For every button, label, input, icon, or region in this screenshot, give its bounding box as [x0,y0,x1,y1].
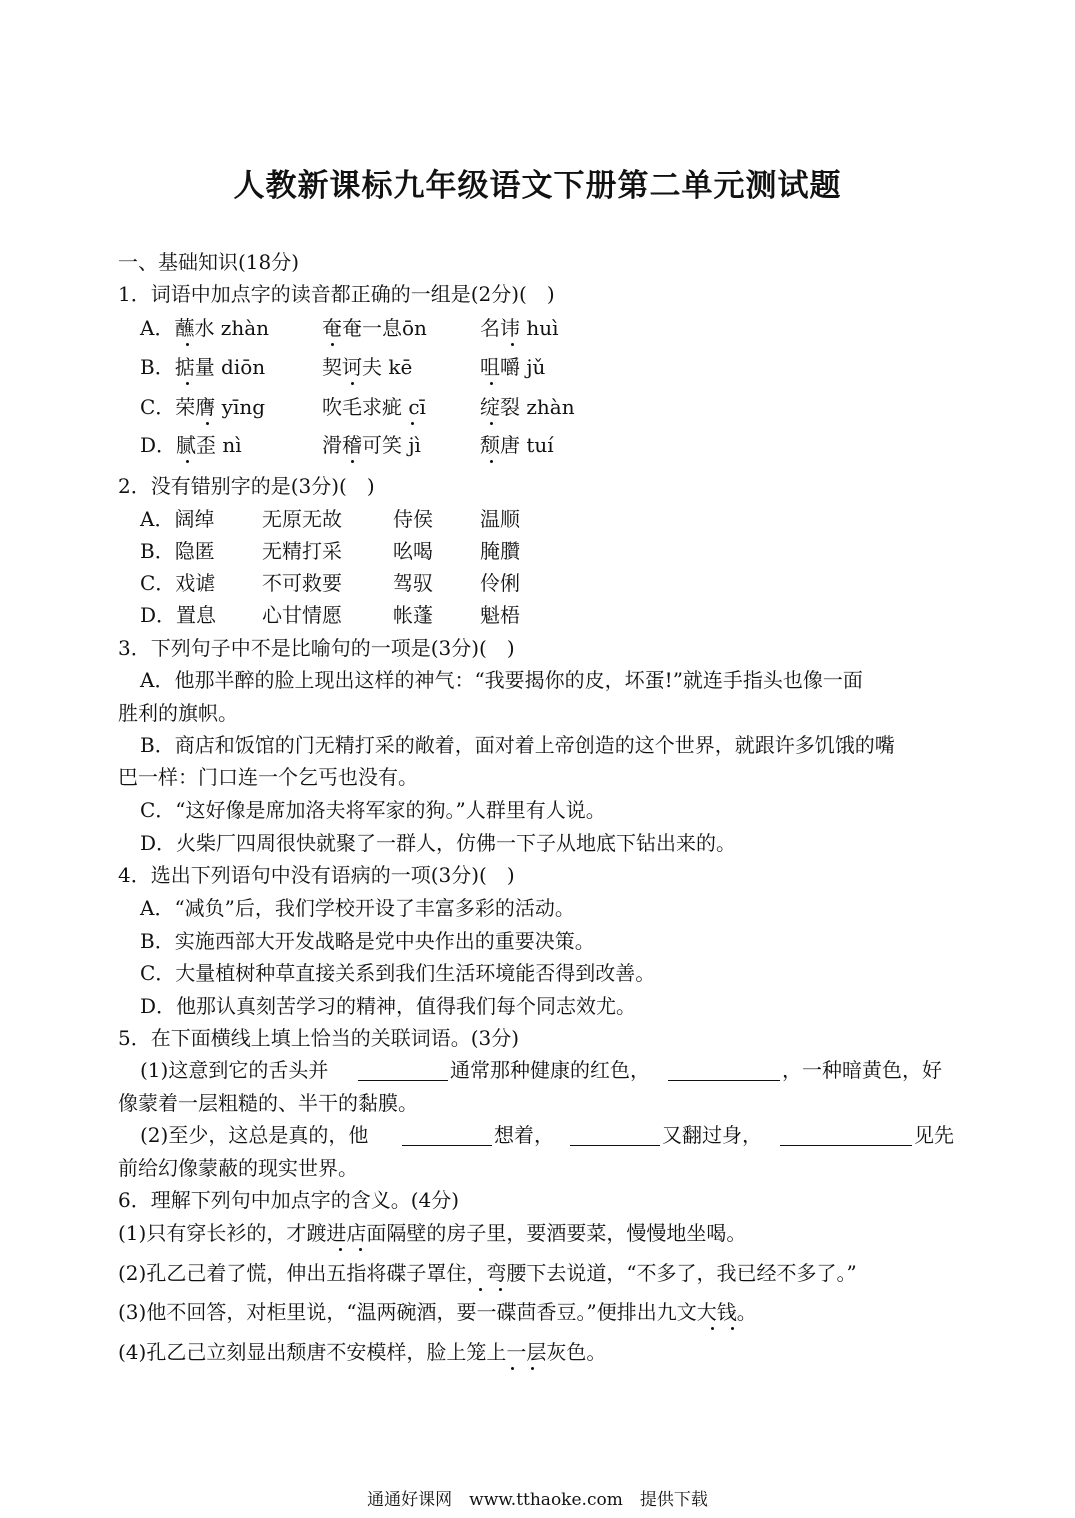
q1-option-d-3: 颓唐 tuí [480,433,554,457]
q5-sentence-2-part4: 见先 [914,1123,954,1147]
q2-option-c-3: 驾驭 [393,571,433,595]
q1-option-a-1: A．蘸水 zhàn [140,316,270,340]
section-heading: 一、基础知识(18分) [118,250,300,274]
q2-option-c-4: 伶俐 [480,571,520,595]
question-1-stem: 1．词语中加点字的读音都正确的一组是(2分)( ) [118,282,555,306]
q2-option-d-3: 帐蓬 [393,603,433,627]
q1-option-d-2: 滑稽可笑 jì [322,433,421,457]
q2-option-a-2: 无原无故 [262,507,342,531]
q2-option-b-2: 无精打采 [262,539,342,563]
q1-option-c-1: C．荣膺 yīng [140,395,266,419]
q3-option-a-line1: A．他那半醉的脸上现出这样的神气：“我要揭你的皮，坏蛋!”就连手指头也像一面 [140,668,863,692]
emphasis-dot [499,1288,502,1291]
q1-option-b-1: B．掂量 diōn [140,355,266,379]
q5-blank-2[interactable] [668,1060,780,1081]
q2-option-b-4: 腌臢 [480,539,520,563]
q2-option-d-4: 魁梧 [480,603,520,627]
emphasis-dot [490,382,493,385]
q5-blank-4[interactable] [570,1125,660,1146]
q6-sentence-1: (1)只有穿长衫的，才踱进店面隔壁的房子里，要酒要菜，慢慢地坐喝。 [118,1221,747,1245]
q3-option-c: C．“这好像是席加洛夫将军家的狗。”人群里有人说。 [140,798,606,822]
q4-option-a: A．“减负”后，我们学校开设了丰富多彩的活动。 [140,896,575,920]
q1-option-a-3: 名讳 huì [480,316,559,340]
q1-option-c-2: 吹毛求疵 cī [322,395,426,419]
question-5-stem: 5．在下面横线上填上恰当的关联词语。(3分) [118,1026,520,1050]
q2-option-d-1: D．置息 [140,603,217,627]
q1-option-a-2: 奄奄一息ōn [322,316,427,340]
emphasis-dot [490,460,493,463]
footer-source: 通通好课网 www.tthaoke.com 提供下载 [367,1490,708,1510]
q3-option-b-line2: 巴一样：门口连一个乞丐也没有。 [118,765,418,789]
q2-option-a-4: 温顺 [480,507,520,531]
q5-blank-1[interactable] [358,1060,448,1081]
emphasis-dot [186,343,189,346]
emphasis-dot [186,382,189,385]
q1-option-c-3: 绽裂 zhàn [480,395,575,419]
q2-option-c-1: C．戏谑 [140,571,216,595]
q6-sentence-3: (3)他不回答，对柜里说，“温两碗酒，要一碟茴香豆。”便排出九文大钱。 [118,1300,757,1324]
q5-sentence-1-part3: ，一种暗黄色，好 [782,1058,942,1082]
q3-option-a-line2: 胜利的旗帜。 [118,701,238,725]
q2-option-d-2: 心甘情愿 [262,603,342,627]
emphasis-dot [731,1327,734,1330]
emphasis-dot [359,1248,362,1251]
emphasis-dot [511,1367,514,1370]
emphasis-dot [490,422,493,425]
q2-option-b-3: 吆喝 [393,539,433,563]
emphasis-dot [511,343,514,346]
emphasis-dot [411,422,414,425]
q1-option-b-3: 咀嚼 jǔ [480,355,546,379]
question-2-stem: 2．没有错别字的是(3分)( ) [118,474,375,498]
emphasis-dot [186,460,189,463]
question-6-stem: 6．理解下列句中加点字的含义。(4分) [118,1188,460,1212]
q5-sentence-1-part1: (1)这意到它的舌头并 [140,1058,329,1082]
emphasis-dot [479,1288,482,1291]
emphasis-dot [339,1248,342,1251]
q5-sentence-1-part2: 通常那种健康的红色， [450,1058,650,1082]
q6-sentence-4: (4)孔乙己立刻显出颓唐不安模样，脸上笼上一层灰色。 [118,1340,607,1364]
q2-option-a-3: 侍侯 [393,507,433,531]
emphasis-dot [351,460,354,463]
q2-option-c-2: 不可救要 [262,571,342,595]
question-4-stem: 4．选出下列语句中没有语病的一项(3分)( ) [118,863,515,887]
q5-sentence-1-part4: 像蒙着一层粗糙的、半干的黏膜。 [118,1091,418,1115]
emphasis-dot [711,1327,714,1330]
q5-blank-3[interactable] [402,1125,492,1146]
page-title: 人教新课标九年级语文下册第二单元测试题 [233,168,842,204]
emphasis-dot [351,382,354,385]
q5-sentence-2-part3: 又翻过身， [662,1123,762,1147]
q5-sentence-2-part2: 想着， [494,1123,554,1147]
q5-sentence-2-part1: (2)至少，这总是真的，他 [140,1123,369,1147]
q4-option-c: C．大量植树种草直接关系到我们生活环境能否得到改善。 [140,961,656,985]
q1-option-b-2: 契诃夫 kē [322,355,413,379]
emphasis-dot [331,343,334,346]
q2-option-b-1: B．隐匿 [140,539,215,563]
q6-sentence-2: (2)孔乙己着了慌，伸出五指将碟子罩住，弯腰下去说道，“不多了，我已经不多了。” [118,1261,857,1285]
emphasis-dot [206,422,209,425]
q2-option-a-1: A．阔绰 [140,507,215,531]
emphasis-dot [531,1367,534,1370]
q3-option-d: D．火柴厂四周很快就聚了一群人，仿佛一下子从地底下钻出来的。 [140,831,737,855]
q4-option-b: B．实施西部大开发战略是党中央作出的重要决策。 [140,929,595,953]
q4-option-d: D．他那认真刻苦学习的精神，值得我们每个同志效尤。 [140,994,637,1018]
q1-option-d-1: D．腻歪 nì [140,433,242,457]
question-3-stem: 3．下列句子中不是比喻句的一项是(3分)( ) [118,636,515,660]
q5-sentence-2-part5: 前给幻像蒙蔽的现实世界。 [118,1156,358,1180]
q5-blank-5[interactable] [780,1125,912,1146]
q3-option-b-line1: B．商店和饭馆的门无精打采的敞着，面对着上帝创造的这个世界，就跟许多饥饿的嘴 [140,733,895,757]
